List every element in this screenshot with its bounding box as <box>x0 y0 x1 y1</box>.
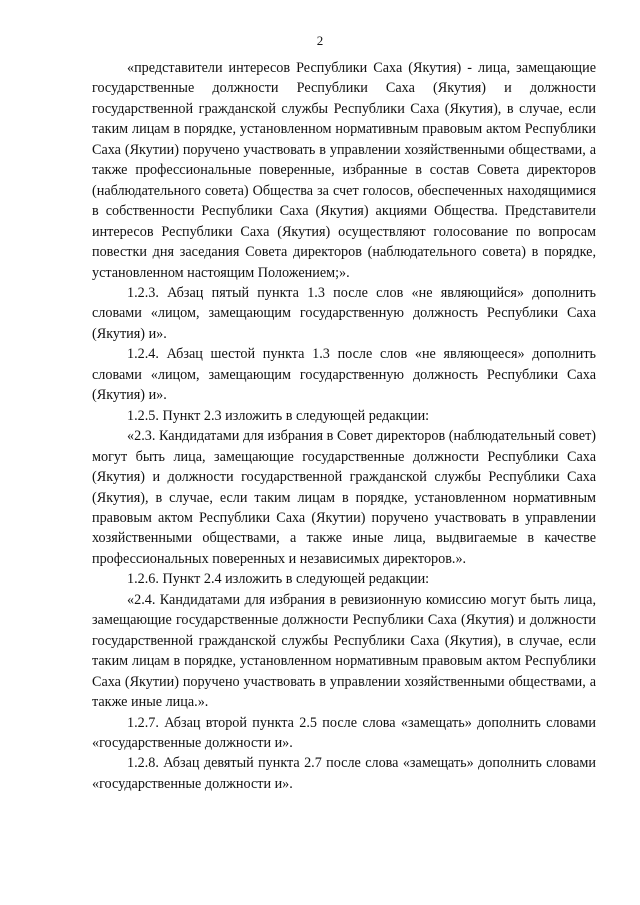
paragraph-2-3-text: «2.3. Кандидатами для избрания в Совет директоров (наблюдательный совет) могут быть лица, замещающие государственные должности Республики Саха (Якутия) и должности государственной гражданской службы Республики Саха (Якутия), в случае, если таким лицам в порядке, установленном нормативным правовым актом Республики Саха (Якутии) поручено участвовать в управлении хозяйственными обществами, а также иные лица, выдвигаемые в качестве профессиональных поверенных и независимых директоров.». <box>92 428 596 567</box>
page-number: 2 <box>316 33 324 48</box>
paragraph-1-2-4: 1.2.4. Абзац шестой пункта 1.3 после слов «не являющееся» дополнить словами «лицом, замещающим государственную должность Республики Саха (Якутия) и». <box>92 346 596 404</box>
paragraph-2-4-text: «2.4. Кандидатами для избрания в ревизионную комиссию могут быть лица, замещающие государственные должности Республики Саха (Якутия) и должности государственной гражданской службы Республики Саха (Якутия), в случае, если таким лицам в порядке, установленном нормативным правовым актом Республики Саха (Якутии) поручено участвовать в управлении хозяйственными обществами, а также иные лица.». <box>92 591 596 711</box>
paragraph-1-2-3: 1.2.3. Абзац пятый пункта 1.3 после слов «не являющийся» дополнить словами «лицом, замещающим государственную должность Республики Саха (Якутия) и». <box>92 284 596 342</box>
paragraph-representatives-definition: «представители интересов Республики Саха (Якутия) - лица, замещающие государственные должности Республики Саха (Якутия) и должности государственной гражданской службы Республики Саха (Якутия), в случае, если таким лицам в порядке, установленном нормативным правовым актом Республики Саха (Якутии) поручено участвовать в управлении хозяйственными обществами, а также профессиональные поверенные, избранные в состав Совета директоров (наблюдательного совета) Общества за счет голосов, обеспеченных находящимися в собственности Республики Саха (Якутия) акциями Общества. Представители интересов Республики Саха (Якутия) осуществляют голосование по вопросам повестки дня заседания Совета директоров (наблюдательного совета) в порядке, установленном настоящим Положением;». <box>92 60 596 281</box>
paragraph-1-2-6: 1.2.6. Пункт 2.4 изложить в следующей редакции: <box>127 571 430 588</box>
paragraph-1-2-7: 1.2.7. Абзац второй пункта 2.5 после слова «замещать» дополнить словами «государственные должности и». <box>92 714 596 751</box>
document-body <box>92 58 596 794</box>
paragraph-1-2-5: 1.2.5. Пункт 2.3 изложить в следующей редакции: <box>127 407 430 424</box>
paragraph-1-2-8: 1.2.8. Абзац девятый пункта 2.7 после слова «замещать» дополнить словами «государственные должности и». <box>92 755 596 792</box>
